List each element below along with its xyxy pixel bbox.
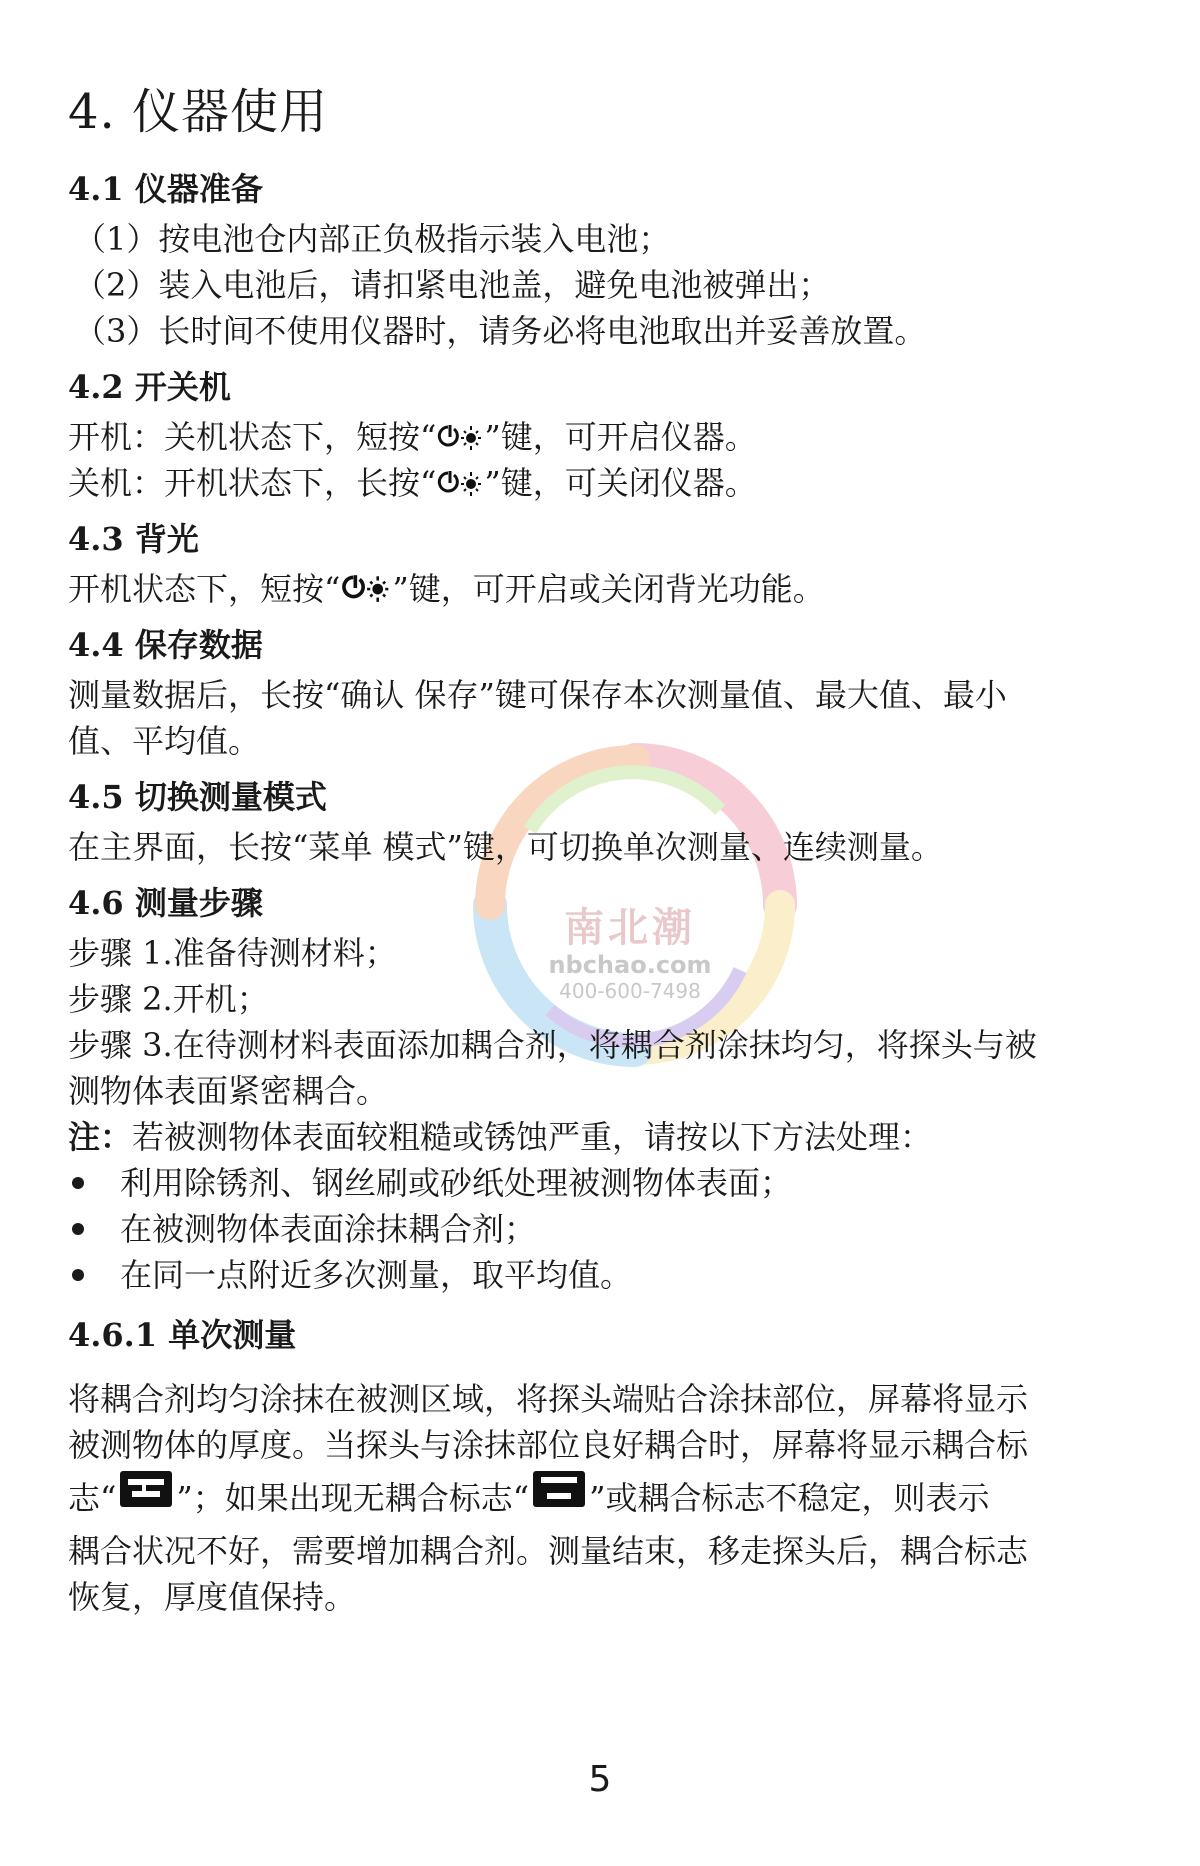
list-item — [68, 1206, 1148, 1252]
watermark-name: 南北潮 — [564, 905, 696, 951]
backlight-text-a: 开机状态下，短按“ — [68, 570, 341, 608]
single-measure-line-1: 将耦合剂均匀涂抹在被测区域，将探头端贴合涂抹部位，屏幕将显示 — [68, 1380, 1029, 1418]
prep-step-1: （1）按电池仓内部正负极指示装入电池； — [74, 220, 671, 258]
mode-switch-line: 在主界面，长按“菜单 模式”键，可切换单次测量、连续测量。 — [68, 828, 943, 866]
section-heading-4-1: 4.1 仪器准备 — [68, 170, 263, 208]
power-on-line — [68, 414, 1148, 460]
section-heading-4-5: 4.5 切换测量模式 — [68, 778, 327, 816]
page-content — [68, 82, 1148, 1620]
section-heading-4-3: 4.3 背光 — [68, 520, 199, 558]
measure-step-3a: 步骤 3.在待测材料表面添加耦合剂，将耦合剂涂抹均匀，将探头与被 — [68, 1026, 1037, 1064]
single-measure-line-3 — [68, 1468, 1148, 1528]
bullet-dot-icon — [68, 1206, 120, 1252]
single-measure-line-2: 被测物体的厚度。当探头与涂抹部位良好耦合时，屏幕将显示耦合标 — [68, 1426, 1029, 1464]
watermark-domain: nbchao.com — [548, 951, 712, 979]
power-backlight-icon — [436, 468, 484, 498]
backlight-text-b: ”键，可开启或关闭背光功能。 — [392, 570, 825, 608]
save-data-line-2: 值、平均值。 — [68, 722, 261, 760]
list-item — [68, 1252, 1148, 1298]
bullet-text: 利用除锈剂、钢丝刷或砂纸处理被测物体表面； — [120, 1164, 793, 1202]
section-heading-4-6-1: 4.6.1 单次测量 — [68, 1316, 297, 1354]
page-number: 5 — [588, 1759, 612, 1800]
power-off-text-b: ”键，可关闭仪器。 — [484, 464, 757, 502]
bullet-text: 在同一点附近多次测量，取平均值。 — [120, 1256, 633, 1294]
section-heading-4-6: 4.6 测量步骤 — [68, 884, 263, 922]
power-off-line — [68, 460, 1148, 506]
backlight-line — [68, 566, 1148, 612]
power-on-text-a: 开机：关机状态下，短按“ — [68, 418, 437, 456]
note-text: 若被测物体表面较粗糙或锈蚀严重，请按以下方法处理： — [132, 1118, 933, 1156]
measure-step-1: 步骤 1.准备待测材料； — [68, 934, 397, 972]
single-measure-line-4: 耦合状况不好，需要增加耦合剂。测量结束，移走探头后，耦合标志 — [68, 1532, 1029, 1570]
prep-step-2: （2）装入电池后，请扣紧电池盖，避免电池被弹出； — [74, 266, 831, 304]
bullet-dot-icon — [68, 1252, 120, 1298]
section-heading-4-4: 4.4 保存数据 — [68, 626, 263, 664]
chapter-title: 4. 仪器使用 — [68, 84, 329, 140]
power-backlight-icon — [340, 572, 392, 604]
power-backlight-icon — [436, 422, 484, 452]
note-label: 注： — [68, 1118, 133, 1156]
note-line — [68, 1114, 1148, 1160]
single-measure-text-3c: ”或耦合标志不稳定，则表示 — [589, 1479, 990, 1517]
single-measure-text-3b: ”；如果出现无耦合标志“ — [176, 1479, 530, 1517]
prep-step-3: （3）长时间不使用仪器时，请务必将电池取出并妥善放置。 — [74, 312, 927, 350]
measure-step-3b: 测物体表面紧密耦合。 — [68, 1072, 389, 1110]
single-measure-text-3a: 志“ — [68, 1479, 117, 1517]
power-off-text-a: 关机：开机状态下，长按“ — [68, 464, 437, 502]
list-item — [68, 1160, 1148, 1206]
single-measure-line-5: 恢复，厚度值保持。 — [68, 1578, 357, 1616]
section-heading-4-2: 4.2 开关机 — [68, 368, 231, 406]
bullet-text: 在被测物体表面涂抹耦合剂； — [120, 1210, 537, 1248]
bullet-dot-icon — [68, 1160, 120, 1206]
watermark-phone: 400-600-7498 — [559, 979, 701, 1003]
measure-step-2: 步骤 2.开机； — [68, 980, 269, 1018]
coupling-indicator-icon — [120, 1471, 172, 1507]
save-data-line-1: 测量数据后，长按“确认 保存”键可保存本次测量值、最大值、最小 — [68, 676, 1007, 714]
no-coupling-indicator-icon — [533, 1471, 585, 1507]
power-on-text-b: ”键，可开启仪器。 — [484, 418, 757, 456]
